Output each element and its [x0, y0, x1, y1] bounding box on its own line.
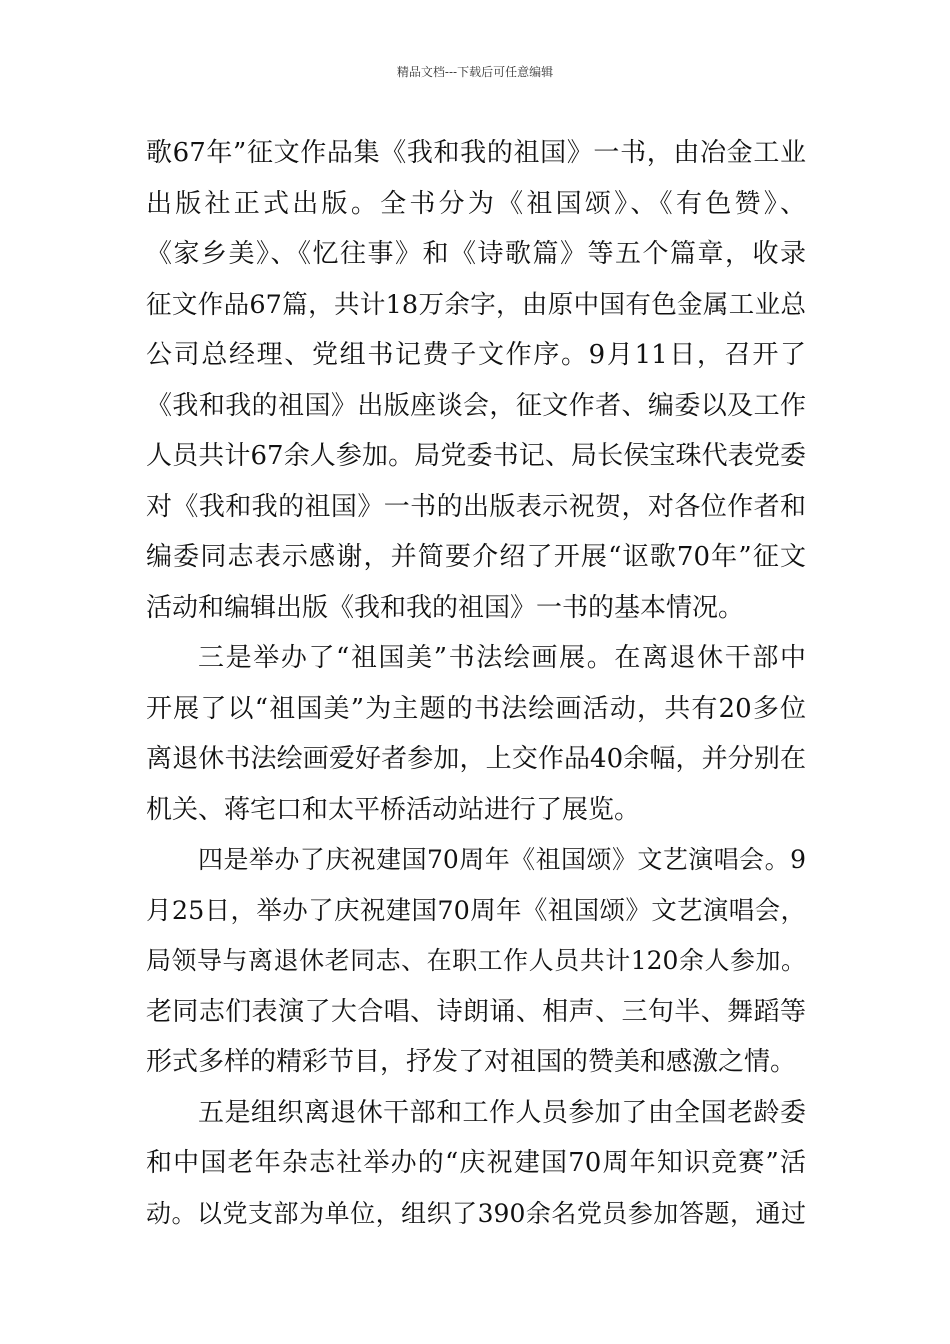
- text-line: 局领导与离退休老同志、在职工作人员共计120余人参加。: [146, 946, 806, 975]
- text-line: 活动和编辑出版《我和我的祖国》一书的基本情况。: [146, 592, 745, 623]
- text-line: 机关、蒋宅口和太平桥活动站进行了展览。: [146, 794, 641, 825]
- text-line: 对《我和我的祖国》一书的出版表示祝贺，对各位作者和: [146, 491, 806, 522]
- text-line: 月25日，举办了庆祝建国70周年《祖国颂》文艺演唱会，: [146, 895, 806, 926]
- text-line: 老同志们表演了大合唱、诗朗诵、相声、三句半、舞蹈等: [146, 996, 806, 1027]
- text-line: 歌67年”征文作品集《我和我的祖国》一书，由冶金工业: [146, 138, 806, 168]
- text-line: 开展了以“祖国美”为主题的书法绘画活动，共有20多位: [146, 693, 806, 724]
- text-line: 征文作品67篇，共计18万余字，由原中国有色金属工业总: [146, 289, 806, 320]
- page-header-watermark: 精品文档---下载后可任意编辑: [396, 65, 554, 79]
- text-line: 人员共计67余人参加。局党委书记、局长侯宝珠代表党委: [146, 441, 806, 471]
- text-line: 出版社正式出版。全书分为《祖国颂》、《有色赞》、: [146, 188, 806, 219]
- text-line: 《我和我的祖国》出版座谈会，征文作者、编委以及工作: [146, 390, 806, 421]
- text-line: 离退休书法绘画爱好者参加，上交作品40余幅，并分别在: [146, 744, 806, 774]
- text-line: 和中国老年杂志社举办的“庆祝建国70周年知识竞赛”活: [146, 1148, 806, 1178]
- text-line: 三是举办了“祖国美”书法绘画展。在离退休干部中: [198, 643, 806, 673]
- paragraph-1: [146, 128, 806, 633]
- text-line: 编委同志表示感谢，并简要介绍了开展“讴歌70年”征文: [146, 542, 806, 572]
- text-line: 公司总经理、党组书记费子文作序。9月11日，召开了: [146, 340, 806, 370]
- text-line: 动。以党支部为单位，组织了390余名党员参加答题，通过: [146, 1198, 806, 1228]
- text-line: 四是举办了庆祝建国70周年《祖国颂》文艺演唱会。9: [198, 845, 806, 874]
- text-line: 《家乡美》、《忆往事》和《诗歌篇》等五个篇章，收录: [146, 239, 806, 269]
- document-body: [146, 128, 806, 1239]
- text-line: 五是组织离退休干部和工作人员参加了由全国老龄委: [198, 1097, 806, 1128]
- paragraph-4: [146, 1088, 806, 1240]
- text-line: 形式多样的精彩节目，抒发了对祖国的赞美和感激之情。: [146, 1047, 797, 1077]
- paragraph-3: [146, 835, 806, 1088]
- paragraph-2: [146, 633, 806, 835]
